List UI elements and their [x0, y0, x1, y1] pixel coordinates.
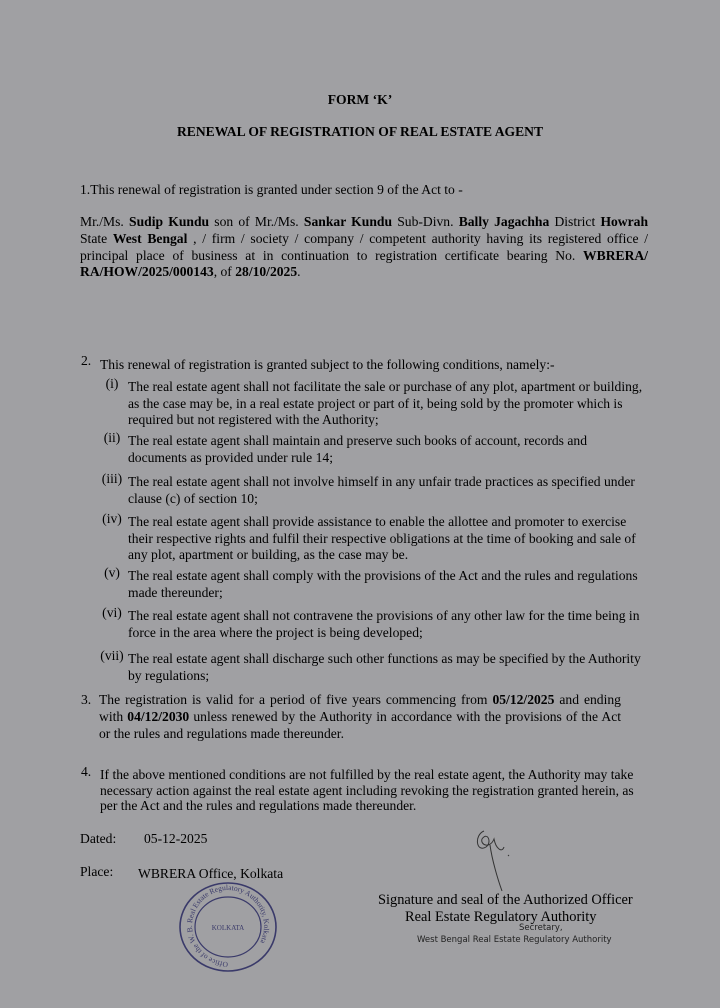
- signature-line-1: Signature and seal of the Authorized Officer: [378, 892, 633, 908]
- condition-number: (iii): [101, 471, 123, 486]
- condition-text: The real estate agent shall maintain and preserve such books of account, records and documents as provided under rule 14;: [128, 433, 587, 465]
- svg-text:Office of the W. B. Real Estat: Office of the W. B. Real Estate Regulatory Authority, Kolkata: [185, 882, 272, 970]
- condition-item: [98, 565, 658, 601]
- stamp-secretary: Secretary,: [519, 923, 563, 933]
- state: West Bengal: [112, 230, 188, 246]
- condition-number: (v): [104, 565, 120, 580]
- dated-label: Dated:: [80, 831, 117, 846]
- para-1: 1.This renewal of registration is granted under section 9 of the Act to -: [80, 182, 463, 197]
- section-2-number: 2.: [81, 353, 92, 368]
- condition-item: [98, 430, 658, 466]
- district: Howrah: [600, 214, 649, 229]
- section-3-number: 3.: [81, 692, 92, 707]
- official-seal: [172, 880, 284, 975]
- section-3-text: The registration is valid for a period of five years commencing from 05/12/2025 and ending with 04/12/2030 unless renewed by the Authority in accordance with the provisions of the Act or the rules and regulations made thereunder.: [99, 692, 621, 741]
- place-label: Place:: [80, 864, 114, 879]
- form-title: FORM ‘K’: [327, 92, 393, 107]
- section-2-intro: This renewal of registration is granted subject to the following conditions, namely:-: [100, 357, 555, 372]
- agent-details: Mr./Ms. Sudip Kundu son of Mr./Ms. Sankar Kundu Sub-Divn. Bally Jagachha District Howrah State West Bengal , / firm / society / company / competent authority having its registered office / principal place of business at in continuation to registration certificate bearing No. WBRERA/ RA/HOW/2025/000143, of 28/10/2025.: [80, 214, 649, 280]
- condition-number: (vii): [100, 648, 124, 663]
- condition-item: [98, 648, 658, 684]
- condition-text: The real estate agent shall provide assistance to enable the allottee and promoter to exercise their respective rights and fulfil their respective obligations at the time of booking and sale of any plot, apartment or building, as the case may be.: [128, 514, 636, 563]
- form-subtitle: RENEWAL OF REGISTRATION OF REAL ESTATE AGENT: [176, 124, 544, 139]
- validity-start: 05/12/2025: [492, 692, 555, 707]
- place-value: WBRERA Office, Kolkata: [138, 866, 284, 881]
- svg-text:KOLKATA: KOLKATA: [211, 924, 245, 932]
- condition-text: The real estate agent shall not contravene the provisions of any other law for the time being in force in the area where the project is being developed;: [128, 608, 640, 640]
- condition-text: The real estate agent shall not involve himself in any unfair trade practices as specified under clause (c) of section 10;: [128, 474, 635, 506]
- section-4-text: If the above mentioned conditions are not fulfilled by the real estate agent, the Authority may take necessary action against the real estate agent including revoking the registration granted herein, as per the Act and the rules and regulations made thereunder.: [100, 767, 634, 814]
- condition-text: The real estate agent shall not facilitate the sale or purchase of any plot, apartment or building, as the case may be, in a real estate project or part of it, being sold by the promoter which is required but not registered with the Authority;: [128, 379, 643, 428]
- section-4-number: 4.: [81, 764, 92, 779]
- validity-end: 04/12/2030: [127, 708, 190, 724]
- condition-number: (vi): [102, 605, 122, 620]
- condition-item: [98, 605, 658, 641]
- condition-item: [98, 511, 658, 564]
- dated-value: 05-12-2025: [144, 831, 208, 846]
- agent-name: Sudip Kundu: [129, 214, 210, 229]
- condition-text: The real estate agent shall discharge such other functions as may be specified by the Authority by regulations;: [128, 651, 641, 683]
- condition-number: (i): [105, 376, 119, 391]
- condition-text: The real estate agent shall comply with the provisions of the Act and the rules and regulations made thereunder;: [128, 568, 638, 600]
- condition-item: [98, 471, 658, 507]
- signature-line-2: Real Estate Regulatory Authority: [405, 909, 597, 925]
- condition-number: (iv): [102, 511, 122, 526]
- reg-number: WBRERA/ RA/HOW/2025/000143: [80, 247, 648, 280]
- reg-date: 28/10/2025: [235, 264, 298, 280]
- subdivision: Bally Jagachha: [458, 214, 550, 229]
- condition-item: [98, 376, 658, 429]
- signature: [470, 825, 520, 895]
- condition-number: (ii): [103, 430, 121, 445]
- father-name: Sankar Kundu: [303, 214, 393, 229]
- stamp-authority: West Bengal Real Estate Regulatory Authority: [417, 935, 612, 945]
